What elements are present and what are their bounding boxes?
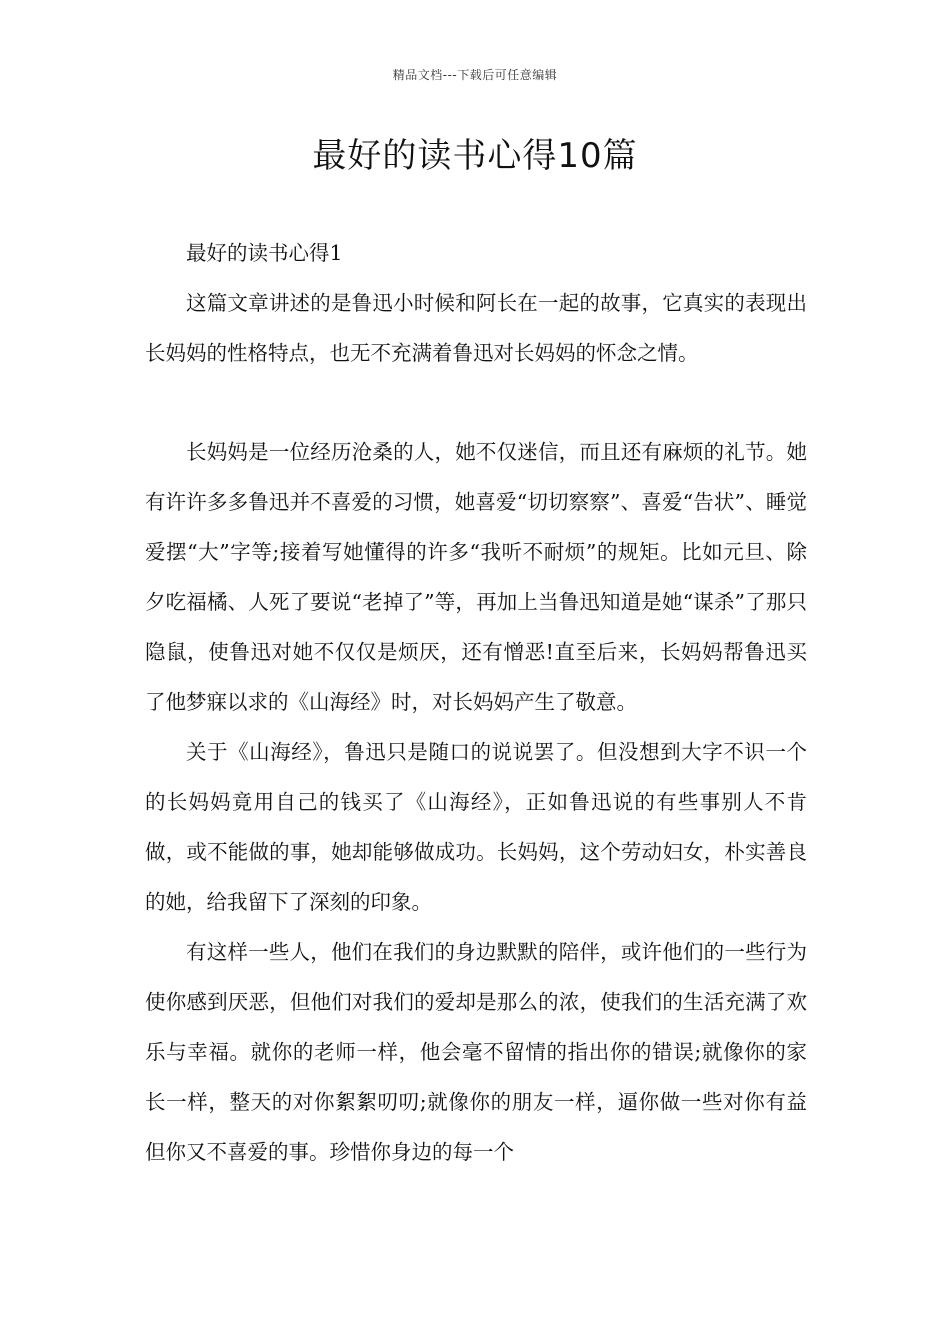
paragraph-1: 这篇文章讲述的是鲁迅小时候和阿长在一起的故事，它真实的表现出长妈妈的性格特点，也无不充满着鲁迅对长妈妈的怀念之情。 <box>145 291 807 365</box>
section-heading: 最好的读书心得1 <box>186 241 343 265</box>
document-body <box>145 228 807 1177</box>
paragraph-4: 有这样一些人，他们在我们的身边默默的陪伴，或许他们的一些行为使你感到厌恶，但他们对我们的爱却是那么的浓，使我们的生活充满了欢乐与幸福。就你的老师一样，他会毫不留情的指出你的错误;就像你的家长一样，整天的对你絮絮叨叨;就像你的朋友一样，逼你做一些对你有益但你又不喜爱的事。珍惜你身边的每一个 <box>145 940 807 1164</box>
paragraph-3: 关于《山海经》，鲁迅只是随口的说说罢了。但没想到大字不识一个的长妈妈竟用自己的钱买了《山海经》，正如鲁迅说的有些事别人不肯做，或不能做的事，她却能够做成功。长妈妈，这个劳动妇女，朴实善良的她，给我留下了深刻的印象。 <box>145 740 807 914</box>
page-title: 最好的读书心得10篇 <box>312 136 638 176</box>
paragraph-2: 长妈妈是一位经历沧桑的人，她不仅迷信，而且还有麻烦的礼节。她有许许多多鲁迅并不喜爱的习惯，她喜爱“切切察察”、喜爱“告状”、睡觉爱摆“大”字等;接着写她懂得的许多“我听不耐烦”的规矩。比如元旦、除夕吃福橘、人死了要说“老掉了”等，再加上当鲁迅知道是她“谋杀”了那只隐鼠，使鲁迅对她不仅仅是烦厌，还有憎恶!直至后来，长妈妈帮鲁迅买了他梦寐以求的《山海经》时，对长妈妈产生了敬意。 <box>145 440 807 714</box>
header-note: 精品文档---下载后可任意编辑 <box>392 68 558 82</box>
